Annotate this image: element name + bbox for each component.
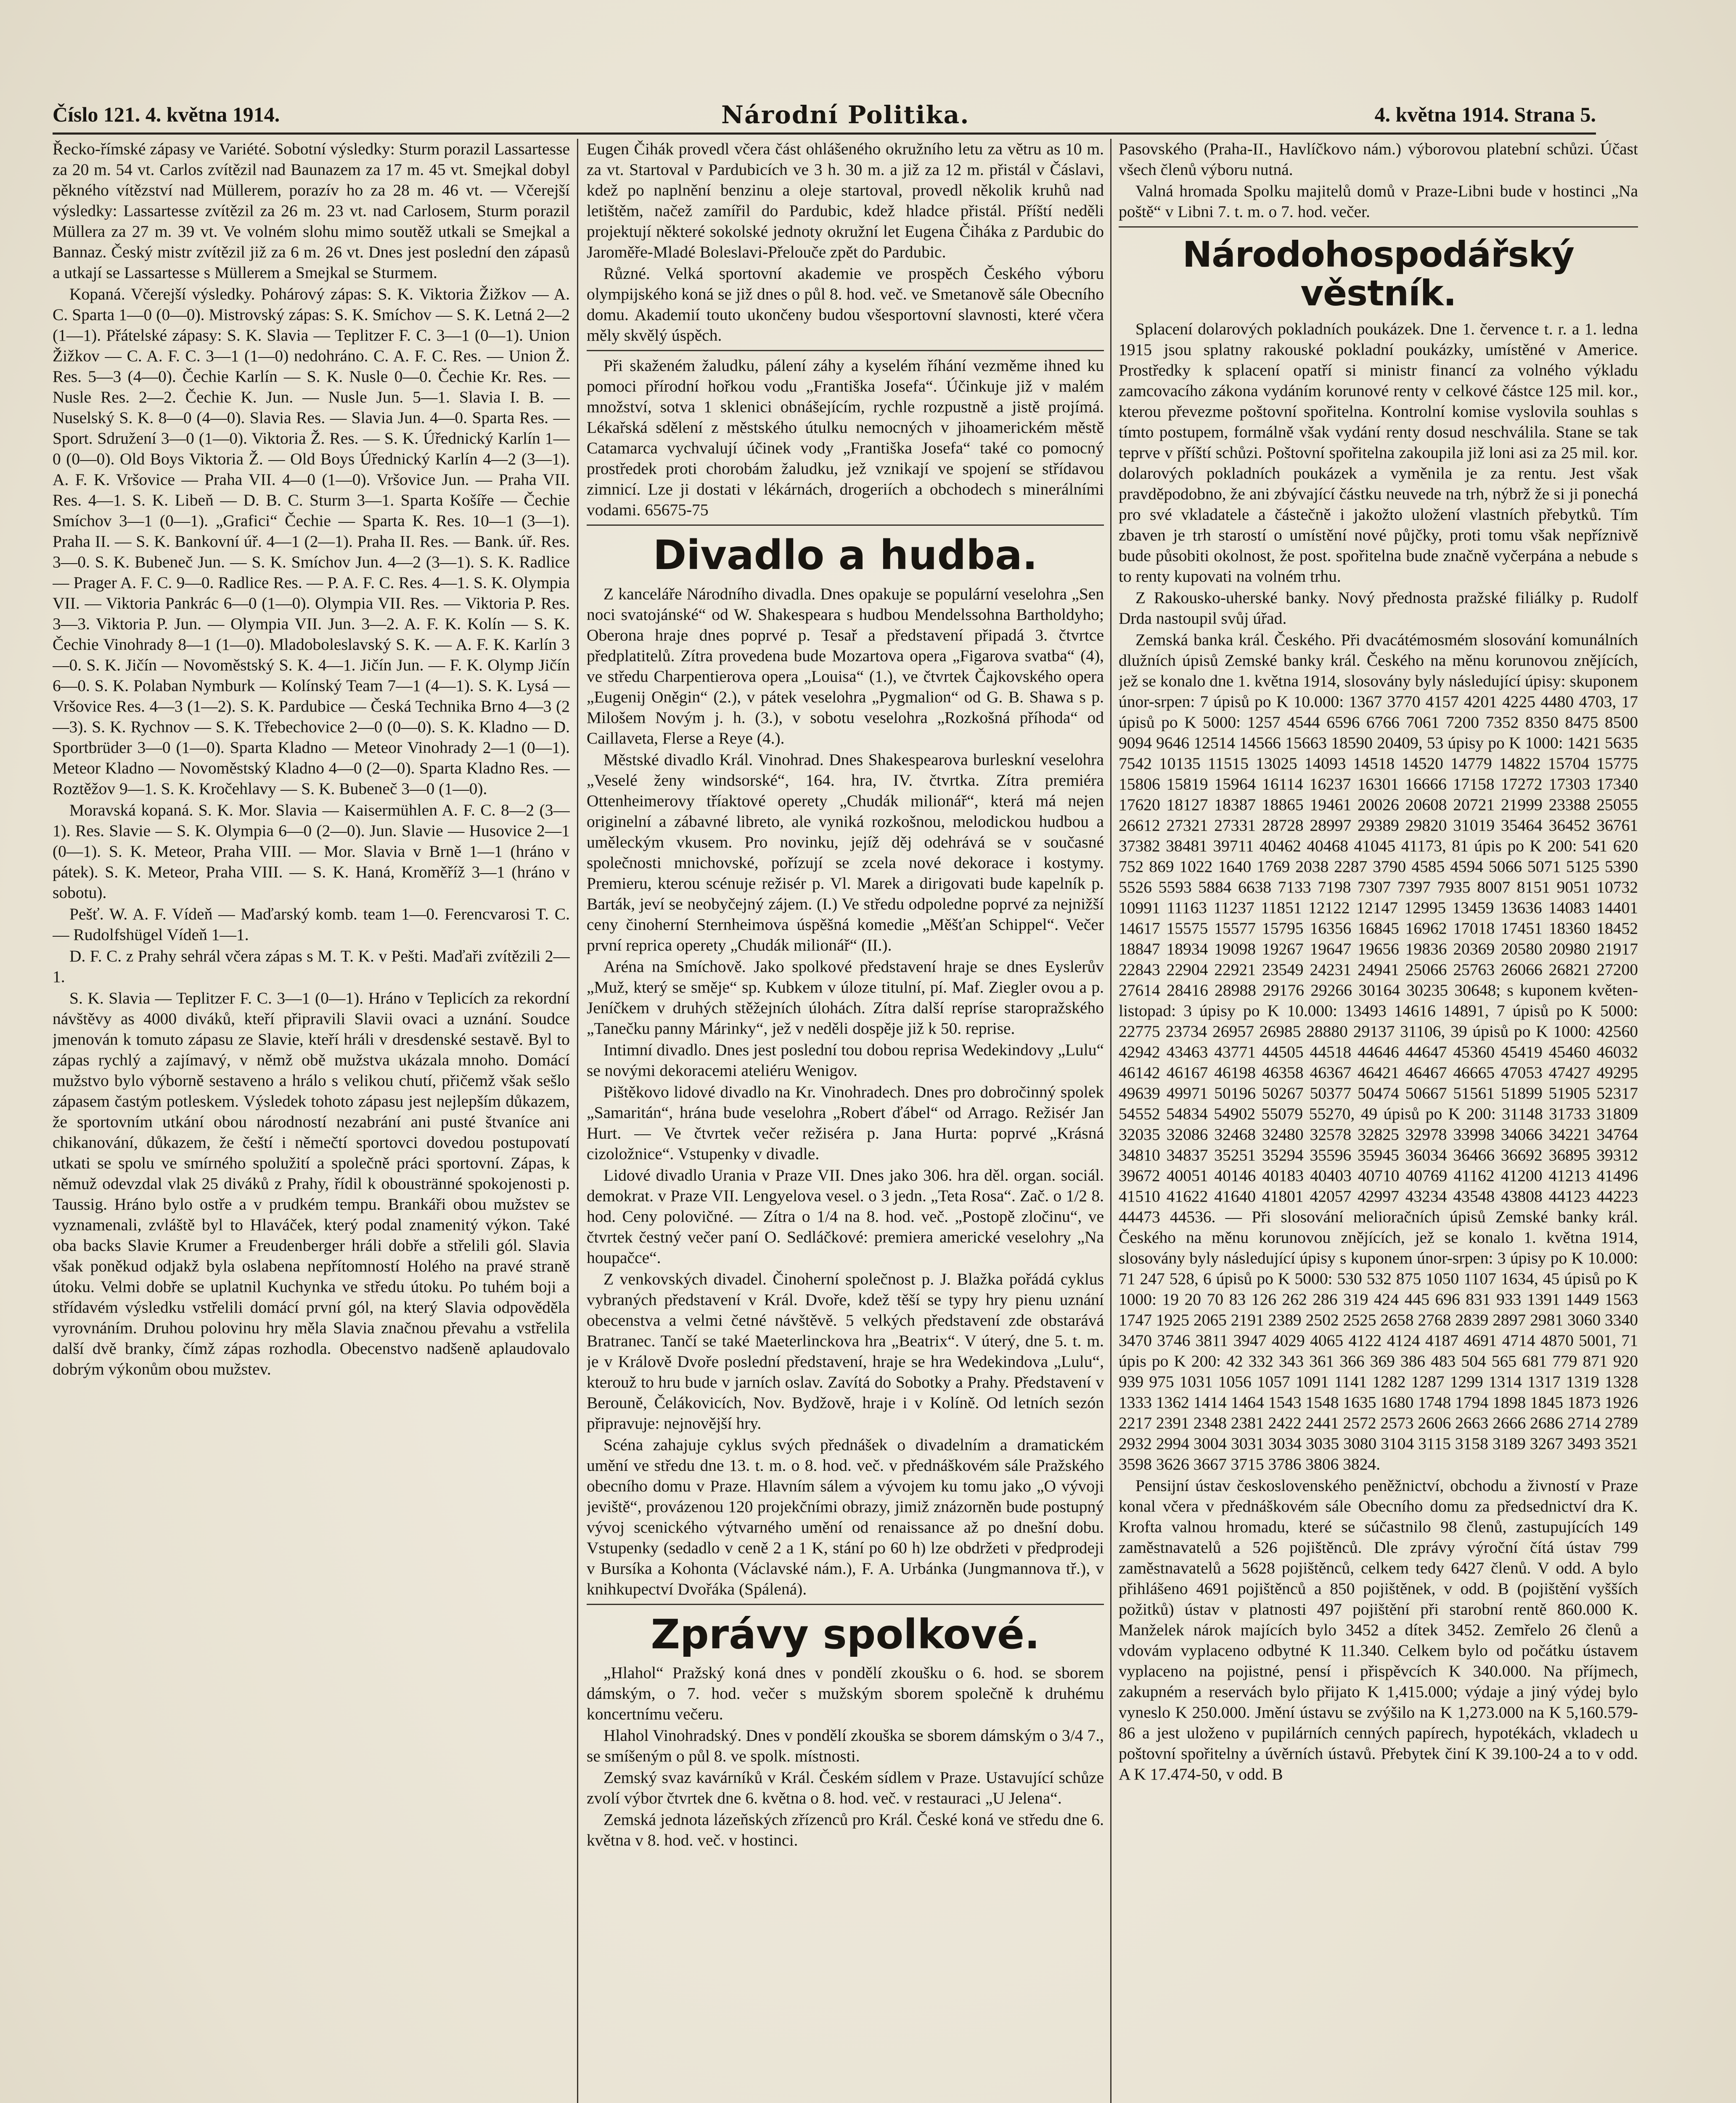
section-heading-theatre: Divadlo a hudba. [653,532,1038,579]
article-pension-institute: Pensijní ústav československého peněžnictví, obchodu a živností v Praze konal včera v přednáškovém sále Obecního domu za předsednictví dra K. Krofta valnou hromadu, které se súčastnilo 98 členů, zastupujících 149 zaměstnavatelů a 526 pojištěnců. Dle zprávy výroční čítá ústav 799 zaměstnavatelů a 5628 pojištěnců, celkem tedy 6427 členů. V odd. A bylo přihlášeno 4691 pojištěnců a 850 pojištěnek, v odd. B (pojištění vyšších požitků) ústav v platnosti 497 pojištění při starobní rentě 860.000 K. Manželek nárok majících bylo 3452 a dítek 3452. Zemřelo 26 členů a vdovám vyplaceno odbytné K 11.340. Celkem bylo od počátku ústavem vyplaceno na pojistné, pensí i přispěvcích K 340.000. Na příjmech, zakupném a reservách bylo přijato K 1,415.000; výdaje a jiný výdej bylo vyneslo K 250.000. Jmění ústavu se zvýšilo na K 1,273.000 na K 5,160.579-86 a jest uloženo v pupilárních cenných papírech, hypotékách, vkladech u poštovní spořitelny a úvěrních ústavů. Přebytek činí K 39.100-24 a to v odd. A K 17.474-50, v odd. B [1119,1476,1638,1783]
section-heading-clubs: Zprávy spolkové. [651,1610,1040,1658]
article-smichov-arena: Aréna na Smíchově. Jako spolkové představení hraje se dnes Eyslerův „Muž, který se směje“ sp. Kubkem v úloze titulní, pí. Maf. Ziegler ovou a p. Jeníčkem v druhých stěžejních úlohách. Zítra další repríse staropražského „Tanečku panny Márinky“, jež v neděli dospěje již k 50. reprise. [587,957,1104,1038]
separator [587,1604,1104,1605]
column-rule [577,139,578,2103]
section-heading-economy: Národohospodářský věstník. [1182,234,1575,314]
column-culture [587,139,1104,2103]
column-rule [1110,139,1111,2103]
article-pasovsky: Pasovského (Praha-II., Havlíčkovo nám.) výborovou platební schůzi. Účast všech členů výboru nutná. [1119,140,1638,179]
column-economy [1119,139,1638,2103]
page-date-number: 4. května 1914. Strana 5. [1374,103,1596,126]
newspaper-title: Národní Politika. [721,101,970,129]
article-pistek-theatre: Pištěkovo lidové divadlo na Kr. Vinohradech. Dnes pro dobročinný spolek „Samaritán“, hrána bude veselohra „Robert ďábel“ od Arrago. Režisér Jan Hurt. — Ve čtvrtek večer režisérа p. Jana Hurta: poprvé „Krásná cizoložnice“. Vstupenky v divadle. [587,1082,1104,1163]
column-sport [53,139,570,2103]
article-football-results: Kopaná. Včerejší výsledky. Pohárový zápas: S. K. Viktoria Žižkov — A. C. Sparta 1—0 (0—0). Mistrovský zápas: S. K. Smíchov — S. K. Letná 2—2 (1—1). Přátelské zápasy: S. K. Slavia — Teplitzer F. C. 3—1 (0—1). Union Žižkov — C. A. F. C. 3—1 (1—0) nedohráno. C. A. F. C. Res. — Union Ž. Res. 5—3 (4—0). Čechie Karlín — S. K. Nusle 0—0. Čechie Kr. Res. — Nusle Res. 2—2. Čechie K. Jun. — Nusle Jun. 5—1. Slavia I. B. — Nuselský S. K. 8—0 (4—0). Slavia Res. — Slavia Jun. 4—0. Sparta Res. — Sport. Sdružení 3—0 (1—0). Viktoria Ž. Res. — S. K. Úřednický Karlín 1—0 (0—0). Old Boys Viktoria Ž. — Old Boys Úřednický Karlín 4—2 (3—1). A. F. K. Vršovice — Praha VII. 4—0 (1—0). Vršovice Jun. — Praha VII. Res. 4—1. S. K. Libeň — D. B. C. Sturm 3—1. Sparta Košíře — Čechie Smíchov 3—1 (0—1). „Grafici“ Čechie — Sparta K. Res. 10—1 (3—1). Praha II. — S. K. Bankovní úř. 4—1 (2—1). Praha II. Res. — Bank. úř. Res. 3—0. S. K. Bubeneč Jun. — S. K. Smíchov Jun. 4—2 (3—1). S. K. Radlice — Prager A. F. C. 9—0. Radlice Res. — P. A. F. C. Res. 4—1. S. K. Olympia VII. — Viktoria Pankrác 6—0 (1—0). Olympia VII. Res. — Viktoria P. Res. 3—3. Viktoria P. Jun. — Olympia VII. Jun. 3—2. A. F. K. Kolín — S. K. Čechie Vinohrady 8—1 (1—0). Mladoboleslavský S. K. — A. F. K. Karlín 3—0. S. K. Jičín — Novoměstský S. K. 4—1. Jičín Jun. — F. K. Olymp Jičín 6—0. S. K. Polaban Nymburk — Kolínský Team 7—1 (4—1). S. K. Lysá — Vršovice Res. 4—3 (1—2). S. K. Pardubice — Česká Technika Brno 4—3 (2—3). S. K. Rychnov — S. K. Třebechovice 2—0 (0—0). S. K. Kladno — D. Sportbrüder 3—0 (1—0). Sparta Kladno — Meteor Vinohrady 2—1 (0—1). Meteor Kladno — Novoměstský Kladno 4—0 (2—0). Sparta Kladno Res. — Roztěžov 9—1. S. K. Kročehlavy — S. K. Bubeneč 3—0 (1—0). [53,285,570,798]
page-header [53,99,1596,135]
separator [587,524,1104,526]
separator [1119,226,1638,228]
article-moravian-football: Moravská kopaná. S. K. Mor. Slavia — Kaisermühlen A. F. C. 8—2 (3—1). Res. Slavie — S. K. Olympia 6—0 (2—0). Jun. Slavie — Husovice 2—1 (0—1). S. K. Meteor, Praha VIII. — Mor. Slavia v Brně 1—1 (hráno v pátek). S. K. Meteor, Praha VIII. — S. K. Haná, Kroměříž 3—1 (hráno v sobotu). [53,801,570,902]
article-hlahol-vinohrady: Hlahol Vinohradský. Dnes v pondělí zkouška se sborem dámským o 3/4 7., se smíšeným o půl 8. ve spolk. místnosti. [587,1726,1104,1766]
article-homeowners: Valná hromada Spolku majitelů domů v Praze-Libni bude v hostinci „Na poště“ v Libni 7. t. m. o 7. hod. večer. [1119,182,1638,221]
article-hlahol-prague: „Hlahol“ Pražský koná dnes v pondělí zkoušku o 6. hod. se sborem dámským, o 7. hod. večer s mužským sborem společně k druhému koncertnímu večeru. [587,1663,1104,1724]
article-scena: Scéna zahajuje cyklus svých přednášek o divadelním a dramatickém umění ve středu dne 13. t. m. o 8. hod. več. v přednáškovém sále Pražského obecního domu v Praze. Hlavním sálem a vývojem ku tomu jako „O vývoji jeviště“, provázenou 120 projekčními obrazy, jimiž znázorněn bude postupný vývoj scenického výtvarného umění od renaissance až po dnešní dobu. Vstupenky (sedadlo v ceně 2 a 1 K, stání po 60 h) lze obdržeti v předprodeji v Bursíka a Kohonta (Václavské nám.), F. A. Urbánka (Jungmannova tř.), v knihkupectví Dvořáka (Spálená). [587,1435,1104,1598]
article-dollar-notes: Splacení dolarových pokladních poukázek. Dne 1. července t. r. a 1. ledna 1915 jsou splatny rakouské pokladní poukázky, umístěné v Americe. Prostředky k splacení opatří si ministr financí za volného výkladu zamcovacího zákona vydáním korunové renty v celkové částce 125 mil. kor., kterou převezme poštovní spořitelna. Kontrolní komise vyslovila souhlas s tímto postupem, formálně však vydání renty dosud neschválila. Stane se tak teprve v příští schůzi. Poštovní spořitelna zakoupila již loni asi za 25 mil. kor. dolarových pokladních poukázek a vyměnila je za rentu. Jest však pravděpodobno, že ani zbývající částku neuvede na trh, nýbrž že si ji ponechá pro své vkladatele a částečně i jakožto uložení vlastních přebytků. Tím zbaven je trh starostí o umístění nové půjčky, proti tomu však nepříznivě bude působiti okolnost, že post. spořitelna bude značně vyčerpána a nebude s to renty kupovati na volném trhu. [1119,319,1638,585]
article-urania-theatre: Lidové divadlo Urania v Praze VII. Dnes jako 306. hra děl. organ. sociál. demokrat. v Praze VII. Lengyelova vesel. o 3 jedn. „Teta Rosa“. Zač. o 1/2 8. hod. Ceny polovičné. — Zítra o 1/4 na 8. hod. več. „Postopě zločinu“, ve čtvrtek čestný večer paní O. Sedláčkové: premiera americké veselohry „Na houpačce“. [587,1165,1104,1267]
article-rural-theatres: Z venkovských divadel. Činoherní společnost p. J. Blažka pořádá cyklus vybraných představení v Král. Dvoře, kdež těší se typy hry pienu uznání obecenstva a velmi četné návštěvě. 5 velkých představení zde obstarává Bratranec. Tančí se také Maeterlinckova hra „Beatrix“. V úterý, dne 5. t. m. je v Králově Dvoře poslední představení, hraje se hra Wedekindova „Lulu“, kterouž to hru bude v jarních oslav. Zavítá do Sobotky a Prahy. Představení v Berouně, Čelákovicích, Nov. Bydžově, hraje i v Kolíně. Od letních sezón připravuje: nejnovější hry. [587,1269,1104,1433]
article-pest: Pešť. W. A. F. Vídeň — Maďarský komb. team 1—0. Ferencvarosi T. C. — Rudolfshügel Vídeň 1—1. [53,905,570,944]
article-land-bank-draw: Zemská banka král. Českého. Při dvacátémosmém slosování komunálních dlužních úpisů Zemské banky král. Českého na měnu korunovou znějících, jež se konalo dne 1. května 1914, slosovány byly následující úpisy: skuponem únor-srpen: 7 úpisů po K 10.000: 1367 3770 4157 4201 4225 4480 4703, 17 úpisů po K 5000: 1257 4544 6596 6766 7061 7200 7352 8350 8475 8500 9094 9646 12514 14566 15663 18590 20409, 53 úpisy po K 1000: 1421 5635 7542 10135 11515 13025 14093 14518 14520 14779 14822 15704 15775 15806 15819 15964 16114 16237 16301 16666 17158 17272 17303 17340 17620 18127 18387 18865 19461 20026 20608 20721 21999 23388 25055 26612 27321 27331 28728 28997 29389 29820 31019 35464 36452 36761 37382 38481 39711 40462 40468 41045 41173, 81 úpis po K 200: 541 620 752 869 1022 1640 1769 2038 2287 3790 4585 4594 5066 5071 5125 5390 5526 5593 5884 6638 7133 7198 7307 7397 7935 8007 8151 9051 10732 10991 11163 11237 11851 12122 12147 12995 13459 13636 14083 14401 14617 15575 15577 15795 16356 16845 16962 17018 17451 18360 18452 18847 18934 19098 19267 19647 19656 19836 20369 20580 20980 21917 22843 22904 22921 23549 24231 24941 25066 25763 26066 26821 27200 27614 28416 28988 29176 29266 30164 30235 30648; s kuponem květen-listopad: 3 úpisy po K 10.000: 13493 14616 14891, 7 úpisů po K 5000: 22775 23734 26957 26985 28880 29137 31106, 39 úpisů po K 1000: 42560 42942 43463 43771 44505 44518 44646 44647 45360 45419 45460 46032 46142 46167 46198 46358 46367 46421 46467 46665 47053 47427 49295 49639 49971 50196 50267 50377 50474 50667 51561 51899 51905 52317 54552 54834 54902 55079 55270, 49 úpisů po K 200: 31148 31733 31809 32035 32086 32468 32480 32578 32825 32978 33998 34066 34221 34764 34810 34837 35251 35294 35596 35945 36034 36466 36692 36895 39312 39672 40051 40146 40183 40403 40710 40769 41162 41200 41213 41496 41510 41622 41640 41801 42057 42997 43234 43548 43808 44123 44223 44473 44536. — Při slosování melioračních úpisů Zemské banky král. Českého na měnu korunovou znějících, jež se konalo 1. května 1914, slosovány byly následující úpisy s kuponem únor-srpen: 3 úpisy po K 10.000: 71 247 528, 6 úpisů po K 5000: 530 532 875 1050 1107 1634, 45 úpisů po K 1000: 19 20 70 83 126 262 286 319 424 445 696 831 933 1391 1449 1563 1747 1925 2065 2191 2389 2502 2525 2658 2768 2839 2897 2981 3060 3340 3470 3746 3811 3947 4029 4065 4122 4124 4187 4691 4714 4870 5001, 71 úpis po K 200: 42 332 343 361 366 369 386 483 504 565 681 779 871 920 939 975 1031 1056 1057 1091 1141 1282 1287 1299 1314 1317 1319 1328 1333 1362 1414 1464 1543 1548 1635 1680 1748 1794 1898 1845 1873 1926 2217 2391 2348 2381 2422 2441 2572 2573 2606 2663 2666 2686 2714 2789 2932 2994 3004 3031 3034 3035 3080 3104 3115 3158 3189 3267 3493 3521 3598 3626 3667 3715 3786 3806 3824. [1119,630,1638,1473]
article-intimate-theatre: Intimní divadlo. Dnes jest poslední tou dobou reprisa Wedekindovy „Lulu“ se novými dekoracemi ateliéru Wenigov. [587,1040,1104,1080]
advert-mineral-water: Při skaženém žaludku, pálení záhy a kyselém říhání vezměme ihned ku pomoci přírodní hořkou vodu „Františka Josefa“. Účinkuje již v malém množství, sotva 1 sklenici obnášejícím, rychle rozpustně a jistě projímá. Lékařská sdělení z městského útulku nemocných v jihoamerickém městě Catamarca vychvalují účinek vody „Františka Josefa“ také co pomocný prostředek proti chorobám žaludku, jež vznikají ve spojení se střídavou zimnicí. Lze ji dostati v lékárnách, drogeriích a obchodech s minerálními vodami. 65675-75 [587,356,1104,519]
article-wrestling: Řecko-římské zápasy ve Variété. Sobotní výsledky: Sturm porazil Lassartesse za 20 m. 54 vt. Carlos zvítězil nad Baunazem za 17 m. 45 vt. Smejkal dobyl pěkného vítězství nad Müllerem, porazív ho za 28 m. 46 vt. — Včerejší výsledky: Lassartesse zvítězil za 26 m. 23 vt. nad Carlosem, Sturm porazil Müllera za 27 m. 39 vt. Ve volném slohu mimo soutěž utkali se Smejkal a Bannaz. Český mistr zvítězil již za 6 m. 26 vt. Dnes jest poslední den zápasů a utkají se Lassartesse s Müllerem a Smejkal se Sturmem. [53,140,570,282]
article-vinohrady-theatre: Městské divadlo Král. Vinohrad. Dnes Shakespearova burleskní veselohra „Veselé ženy windsorské“, 164. hra, IV. čtvrtka. Zítra premiéra Ottenheimerovy tříaktové operety „Chudák milionář“, která má nejen originelní a zábavné libreto, ale vyniká rozkošnou, melodickou hudbou a uměleckým vkusem. Pro novinku, jejíž děj odehrává se v současné společnosti mnichovské, pořízují se zcela nové dekorace i kostymy. Premieru, kterou scénuje režisér p. Vl. Marek a dirigovati bude kapelník p. Barták, jeví se neobyčejný zájem. (I.) Ve středu odpoledne poprvé za nejnižší ceny činoherní Sternheimova úspěšná komedie „Měšťan Schippel“. Večer první repriса operety „Chudák milionář“ (II.). [587,750,1104,954]
article-national-theatre: Z kanceláře Národního divadla. Dnes opakuje se populární veselohra „Sen noci svatojánské“ od W. Shakespeara s hudbou Mendelssohna Bartholdyho; Oberona hraje dnes poprvé p. Tesař a představení připadá 3. čtvrtce předplatitelů. Zítra provedena bude Mozartova opera „Figarova svatba“ (4), ve středu Charpentierova opera „Louisa“ (1.), ve čtvrtek Čajkovského opera „Eugenij Oněgin“ (2.), v pátek veselohra „Pygmalion“ od G. B. Shawa s p. Milošem Novým j. h. (3.), v sobotu veselohra „Rozkošná příhoda“ od Caillaveta, Flerse a Reye (4.). [587,584,1104,747]
article-dfc: D. F. C. z Prahy sehrál včera zápas s M. T. K. v Pešti. Maďaři zvítězili 2—1. [53,947,570,986]
issue-info: Číslo 121. 4. května 1914. [53,103,280,126]
article-coffeehouse-union: Zemský svaz kavárníků v Král. Českém sídlem v Praze. Ustavující schůze zvolí výbor čtvrtek dne 6. května o 8. hod. več. v restauraci „U Jelena“. [587,1768,1104,1808]
article-slavia-teplitz: S. K. Slavia — Teplitzer F. C. 3—1 (0—1). Hráno v Teplicích za rekordní návštěvy as 4000 diváků, kteří připravili Slavii ovaci a uznání. Soudce jmenován k tomuto zápasu ze Slavie, kteří hráli v dresdenské sestavě. Byl to zápas rychlý a zajímavý, v němž obě mužstva ukázala mnoho. Domácí mužstvo bylo výborně sestaveno a hrálo s velikou chutí, přičemž však sešlo zápasem častým potleskem. Výsledek tohoto zápasu jest nejlepším důkazem, že sportovním utkání obou národností nezabrání ani pusté štvaníce ani chikanování, důkazem, že čeští i němečtí sportovci dovedou postupovatí utkati se spolu ve smírného spolužití a společně práci sportovní. Zápas, k němuž odevzdal vlak 25 diváků z Prahy, řídil k oboustränné spokojenosti p. Taussig. Hráno bylo ostře a v prudkém tempu. Brankáři obou mužstev se vyznamenali, zvláště byl to Hlaváček, který podal znamenitý výkon. Také oba backs Slavie Krumer a Freudenberger hráli dobře a střelili gól. Slavia však poněkud odjakž byla oslabena nepřítomností Holého na pravé straně útoku. Velmi dobře se uplatnil Kuchynka ve středu útoku. Po tuhém boji a střídavém výsledku vstřelili domácí první gól, na který Slavia odpověděla vyrovnáním. Druhou polovinu hry měla Slavia značnou převahu a vstřelila další dvě branky, čímž zápas rozhodla. Obecenstvo nadšeně aplaudovalo dobrým výkonům obou mužstev. [53,989,570,1378]
article-spa-union: Zemská jednota lázeňských zřízenců pro Král. České koná ve středu dne 6. května v 8. hod. več. v hostinci. [587,1810,1104,1850]
separator [587,350,1104,351]
article-aviation: Eugen Čihák provedl včera část ohlášeného okružního letu za větru as 10 m. za vt. Startoval v Pardubicích ve 3 h. 30 m. a již za 12 m. přistál v Čáslavi, kdež po naplnění benzinu a oleje startoval, provedl několik kruhů nad letištěm, načež zamířil do Pardubic, kdež hladce přistál. Příští neděli projektují některé sokolské jednoty okružní let Eugena Čiháka z Pardubic do Jaroměře-Mladé Boleslavi-Přelouče zpět do Pardubic. [587,140,1104,261]
article-austro-hungarian-bank: Z Rakousko-uherské banky. Nový přednosta pražské filiálky p. Rudolf Drda nastoupil svůj úřad. [1119,588,1638,628]
article-academy: Různé. Velká sportovní akademie ve prospěch Českého výboru olympijského koná se již dnes o půl 8. hod. več. ve Smetanově sále Obecního domu. Akademií touto ukončeny budou všesportovní slavnosti, které včera měly skvělý úspěch. [587,264,1104,344]
